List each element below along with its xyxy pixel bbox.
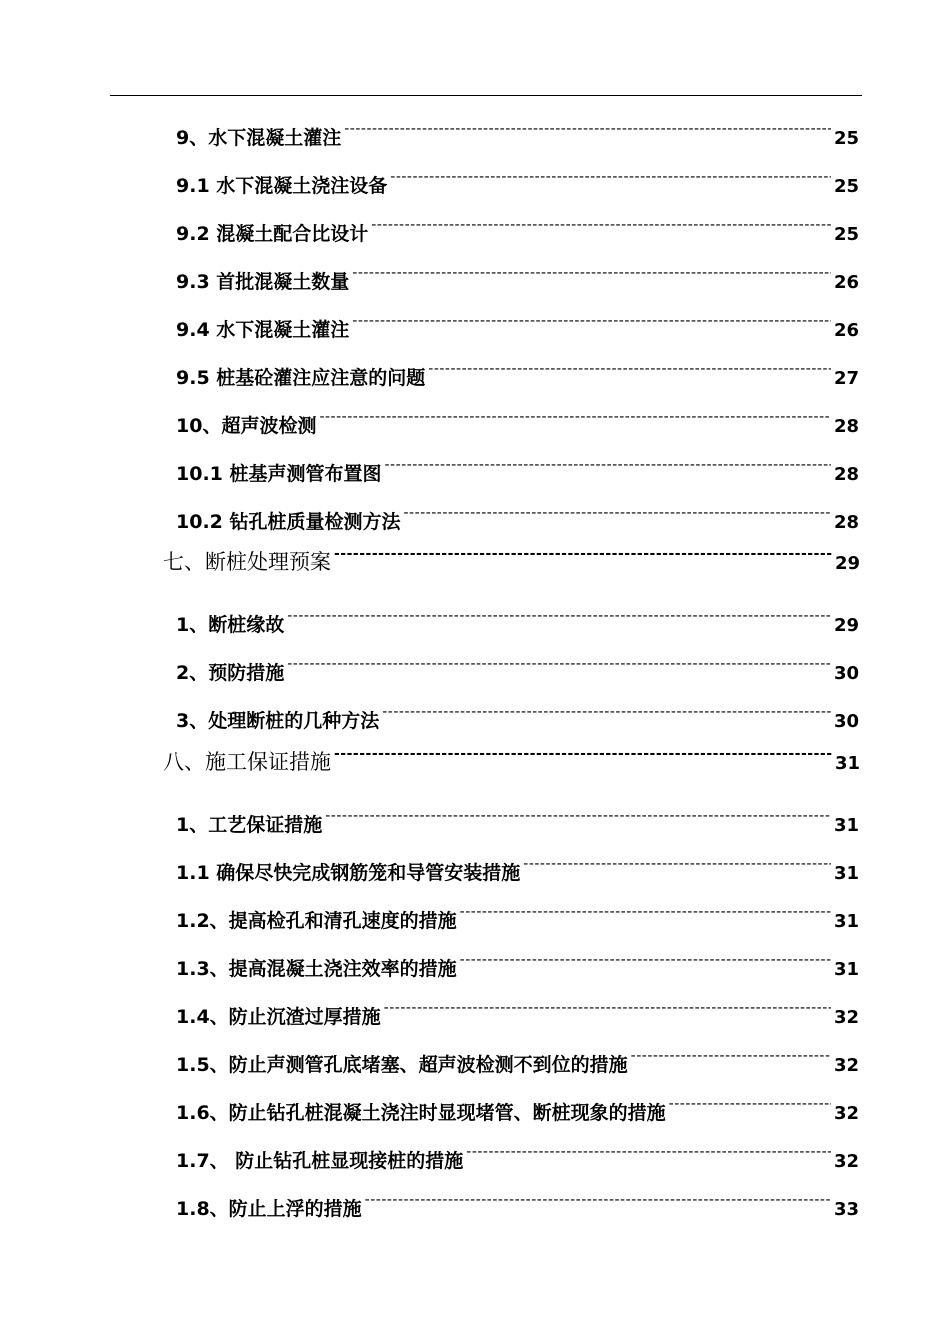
toc-dot-leader xyxy=(631,1041,831,1071)
toc-entry-title: 10.2 钻孔桩质量检测方法 xyxy=(176,511,401,533)
toc-entry[interactable] xyxy=(176,162,859,197)
toc-page-number: 32 xyxy=(833,1103,859,1124)
toc-page-number: 28 xyxy=(833,512,859,533)
toc-page-number: 25 xyxy=(833,128,859,149)
toc-entry[interactable] xyxy=(176,649,859,684)
toc-entry[interactable] xyxy=(176,993,859,1028)
toc-page-number: 28 xyxy=(833,464,859,485)
toc-entry-title: 10、超声波检测 xyxy=(176,415,317,437)
toc-page-number: 25 xyxy=(833,176,859,197)
toc-entry[interactable] xyxy=(176,306,859,341)
toc-dot-leader xyxy=(365,1185,831,1215)
toc-dot-leader xyxy=(669,1089,831,1119)
toc-page-number: 32 xyxy=(833,1007,859,1028)
toc-page-number: 29 xyxy=(833,615,859,636)
toc-page-number: 29 xyxy=(834,553,860,574)
toc-dot-leader xyxy=(460,897,831,927)
toc-dot-leader xyxy=(390,162,831,192)
toc-entry[interactable] xyxy=(176,849,859,884)
toc-entry[interactable] xyxy=(176,1041,859,1076)
toc-dot-leader xyxy=(319,402,830,432)
toc-entry-title: 1.2、提高检孔和清孔速度的措施 xyxy=(176,910,457,932)
toc-entry-title: 1.8、防止上浮的措施 xyxy=(176,1198,362,1220)
toc-entry[interactable] xyxy=(176,210,859,245)
toc-entry[interactable] xyxy=(176,1137,859,1172)
toc-entry[interactable] xyxy=(176,945,859,980)
toc-entry[interactable] xyxy=(176,114,859,149)
toc-entry-title: 3、处理断桩的几种方法 xyxy=(176,710,380,732)
toc-entry-title: 9.3 首批混凝土数量 xyxy=(176,271,350,293)
toc-chapter-entry[interactable] xyxy=(163,739,860,774)
toc-page-number: 31 xyxy=(833,815,859,836)
toc-dot-leader xyxy=(344,114,831,144)
toc-entry[interactable] xyxy=(176,801,859,836)
toc-entry-title: 1.1 确保尽快完成钢筋笼和导管安装措施 xyxy=(176,862,521,884)
toc-dot-leader xyxy=(325,801,831,831)
toc-page-number: 26 xyxy=(833,320,859,341)
toc-entry[interactable] xyxy=(176,1185,859,1220)
toc-entry[interactable] xyxy=(176,354,859,389)
toc-entry-title: 1、工艺保证措施 xyxy=(176,814,323,836)
toc-page-number: 27 xyxy=(833,368,859,389)
toc-dot-leader xyxy=(460,945,831,975)
toc-entry[interactable] xyxy=(176,697,859,732)
toc-dot-leader xyxy=(352,306,831,336)
toc-entry[interactable] xyxy=(176,601,859,636)
toc-entry-title: 9.2 混凝土配合比设计 xyxy=(176,223,369,245)
toc-page-number: 31 xyxy=(833,863,859,884)
toc-dot-leader xyxy=(384,993,831,1023)
toc-entry-title: 2、预防措施 xyxy=(176,662,285,684)
toc-dot-leader xyxy=(371,210,831,240)
toc-entry[interactable] xyxy=(176,1089,859,1124)
toc-dot-leader xyxy=(466,1137,831,1167)
toc-entry-title: 1.6、防止钻孔桩混凝土浇注时显现堵管、断桩现象的措施 xyxy=(176,1102,666,1124)
toc-dot-leader xyxy=(352,258,831,288)
toc-page-number: 30 xyxy=(833,711,859,732)
toc-page-number: 28 xyxy=(833,416,859,437)
toc-dot-leader xyxy=(334,539,832,569)
toc-entry-title: 9.5 桩基砼灌注应注意的问题 xyxy=(176,367,426,389)
toc-dot-leader xyxy=(385,450,831,480)
toc-dot-leader xyxy=(382,697,831,727)
toc-dot-leader xyxy=(523,849,831,879)
toc-dot-leader xyxy=(287,601,831,631)
toc-entry[interactable] xyxy=(176,258,859,293)
toc-entry-title: 七、断桩处理预案 xyxy=(163,550,331,574)
toc-page-number: 31 xyxy=(834,753,860,774)
toc-chapter-entry[interactable] xyxy=(163,539,860,574)
toc-entry-title: 1.3、提高混凝土浇注效率的措施 xyxy=(176,958,457,980)
toc-entry-title: 9.4 水下混凝土灌注 xyxy=(176,319,350,341)
toc-entry-title: 1.4、防止沉渣过厚措施 xyxy=(176,1006,381,1028)
toc-entry-title: 1.7、 防止钻孔桩显现接桩的措施 xyxy=(176,1150,464,1172)
toc-entry-title: 10.1 桩基声测管布置图 xyxy=(176,463,382,485)
toc-entry-title: 八、施工保证措施 xyxy=(163,750,331,774)
toc-dot-leader xyxy=(428,354,831,384)
toc-entry-title: 9.1 水下混凝土浇注设备 xyxy=(176,175,388,197)
toc-entry[interactable] xyxy=(176,450,859,485)
toc-dot-leader xyxy=(404,498,831,528)
toc-entry[interactable] xyxy=(176,402,859,437)
toc-dot-leader xyxy=(334,739,832,769)
toc-page-number: 33 xyxy=(833,1199,859,1220)
toc-page-number: 32 xyxy=(833,1151,859,1172)
toc-page-number: 32 xyxy=(833,1055,859,1076)
toc-page-number: 30 xyxy=(833,663,859,684)
toc-entry-title: 9、水下混凝土灌注 xyxy=(176,127,342,149)
toc-dot-leader xyxy=(287,649,831,679)
toc-entry-title: 1、断桩缘故 xyxy=(176,614,285,636)
toc-page-number: 25 xyxy=(833,224,859,245)
toc-page-number: 31 xyxy=(833,911,859,932)
toc-entry[interactable] xyxy=(176,498,859,533)
toc-entry[interactable] xyxy=(176,897,859,932)
toc-entry-title: 1.5、防止声测管孔底堵塞、超声波检测不到位的措施 xyxy=(176,1054,628,1076)
toc-page-number: 26 xyxy=(833,272,859,293)
toc-page-number: 31 xyxy=(833,959,859,980)
